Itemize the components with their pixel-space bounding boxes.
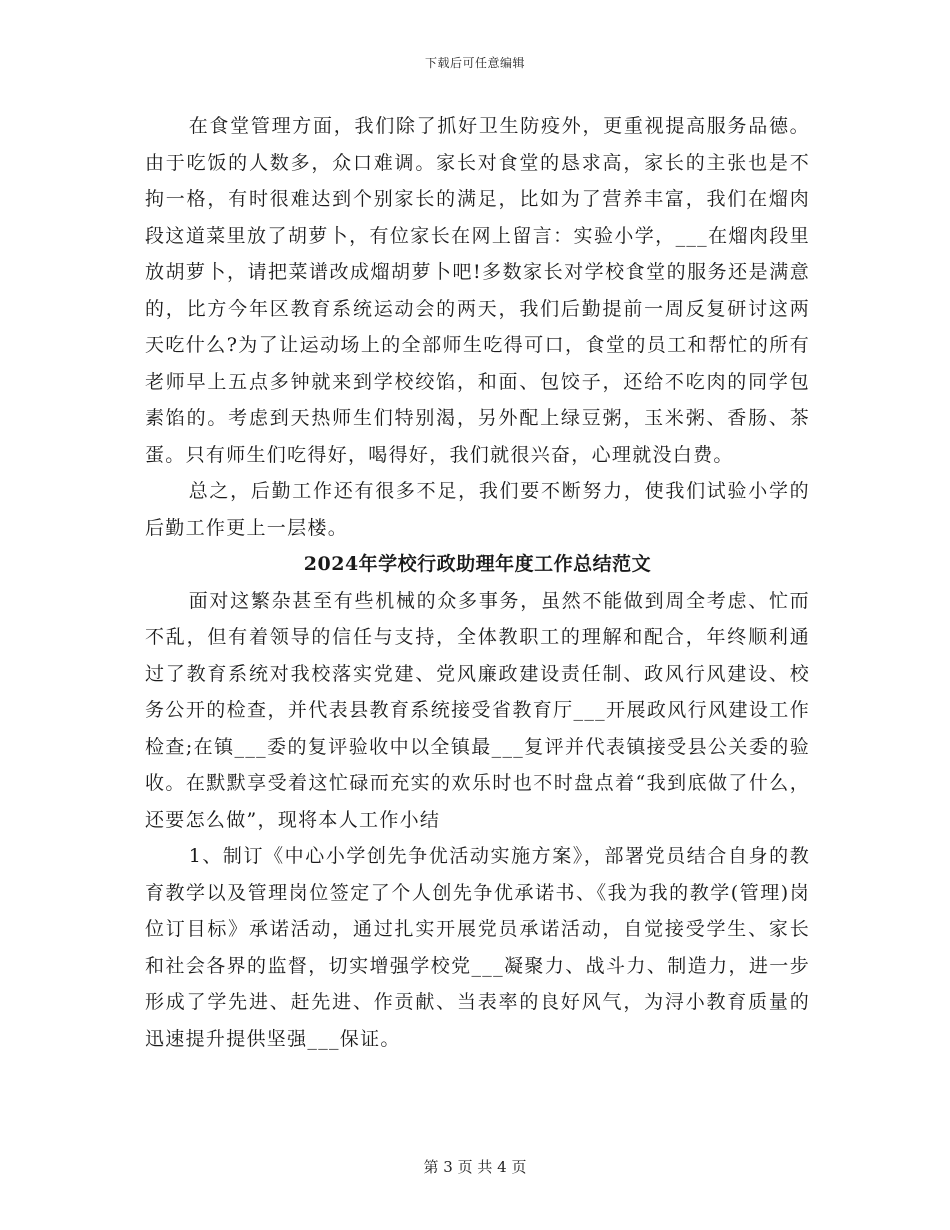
page-header-note: 下载后可任意编辑 — [424, 56, 525, 70]
document-body — [145, 108, 810, 1057]
paragraph-intro: 面对这繁杂甚至有些机械的众多事务，虽然不能做到周全考虑、忙而不乱，但有着领导的信任与支持，全体教职工的理解和配合，年终顺利通过了教育系统对我校落实党建、党风廉政建设责任制、政风行风建设、校务公开的检查，并代表县教育系统接受省教育厅___开展政风行风建设工作检查;在镇___委的复评验收中以全镇最___复评并代表镇接受县公关委的验收。在默默享受着这忙碌而充实的欢乐时也不时盘点着“我到底做了什么，还要怎么做”，现将本人工作小结 — [145, 589, 810, 831]
paragraph-canteen: 在食堂管理方面，我们除了抓好卫生防疫外，更重视提高服务品德。由于吃饭的人数多，众口难调。家长对食堂的恳求高，家长的主张也是不拘一格，有时很难达到个别家长的满足，比如为了营养丰富，我们在熘肉段这道菜里放了胡萝卜，有位家长在网上留言：实验小学，___在熘肉段里放胡萝卜，请把菜谱改成熘胡萝卜吧!多数家长对学校食堂的服务还是满意的，比方今年区教育系统运动会的两天，我们后勤提前一周反复研讨这两天吃什么?为了让运动场上的全部师生吃得可口，食堂的员工和帮忙的所有老师早上五点多钟就来到学校绞馅，和面、包饺子，还给不吃肉的同学包素馅的。考虑到天热师生们特别渴，另外配上绿豆粥，玉米粥、香肠、茶蛋。只有师生们吃得好，喝得好，我们就很兴奋，心理就没白费。 — [145, 115, 810, 466]
paragraph-item-1: 1、制订《中心小学创先争优活动实施方案》，部署党员结合自身的教育教学以及管理岗位签定了个人创先争优承诺书、《我为我的教学(管理)岗位订目标》承诺活动，通过扎实开展党员承诺活动，自觉接受学生、家长和社会各界的监督，切实增强学校党___凝聚力、战斗力、制造力，进一步形成了学先进、赶先进、作贡献、当表率的良好风气，为浔小教育质量的迅速提升提供坚强___保证。 — [145, 845, 810, 1050]
section-title: 2024年学校行政助理年度工作总结范文 — [303, 553, 652, 575]
page-number: 第 3 页 共 4 页 — [423, 1158, 527, 1176]
paragraph-conclusion: 总之，后勤工作还有很多不足，我们要不断努力，使我们试验小学的后勤工作更上一层楼。 — [145, 480, 810, 539]
